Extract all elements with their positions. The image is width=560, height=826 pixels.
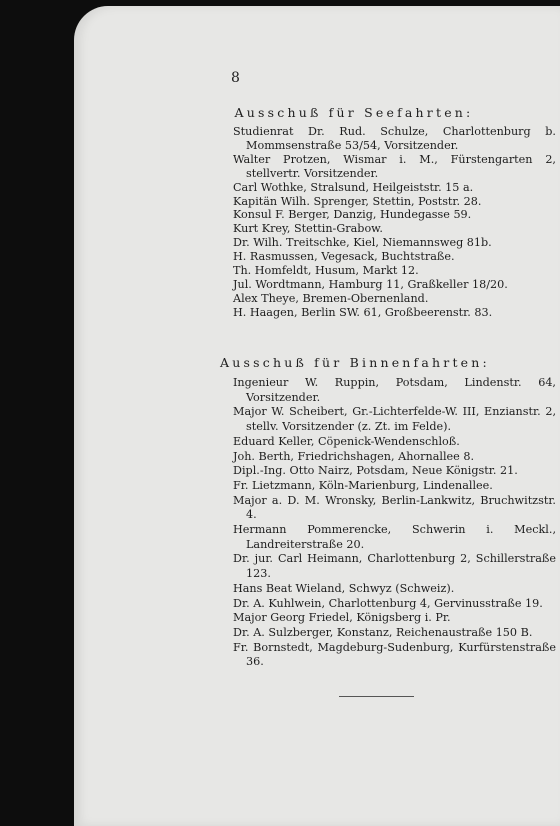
member-entry: Jul. Wordtmann, Hamburg 11, Graßkeller 18/20. — [233, 277, 508, 291]
member-entry: Alex Theye, Bremen-Obernenland. — [233, 291, 429, 305]
binnenfahrten-member-list — [233, 376, 556, 670]
seefahrten-member-list — [233, 125, 556, 320]
closing-divider — [339, 696, 414, 697]
member-entry: Eduard Keller, Cöpenick-Wendenschloß. — [233, 434, 460, 448]
member-entry: Dipl.-Ing. Otto Nairz, Potsdam, Neue Königstr. 21. — [233, 464, 518, 478]
member-entry: Walter Protzen, Wismar i. M., Fürstengarten 2, stellvertr. Vorsitzender. — [233, 152, 556, 180]
member-entry: Kapitän Wilh. Sprenger, Stettin, Poststr. 28. — [233, 194, 482, 208]
member-entry: Fr. Bornstedt, Magdeburg-Sudenburg, Kurfürstenstraße 36. — [233, 640, 556, 669]
member-entry: Hermann Pommerencke, Schwerin i. Meckl., Landreiterstraße 20. — [233, 523, 556, 551]
member-entry: Joh. Berth, Friedrichshagen, Ahornallee 8. — [233, 449, 474, 463]
member-entry: Hans Beat Wieland, Schwyz (Schweiz). — [233, 581, 455, 595]
page-content — [74, 6, 560, 826]
section-title-binnenfahrten: Ausschuß für Binnenfahrten: — [220, 355, 490, 370]
member-entry: Fr. Lietzmann, Köln-Marienburg, Lindenallee. — [233, 478, 493, 492]
member-entry: Major a. D. M. Wronsky, Berlin-Lankwitz, Bruchwitzstr. 4. — [233, 493, 556, 522]
member-entry: Carl Wothke, Stralsund, Heilgeiststr. 15 a. — [233, 180, 474, 194]
member-entry: Dr. A. Sulzberger, Konstanz, Reichenaustraße 150 B. — [233, 625, 533, 639]
member-entry: Kurt Krey, Stettin-Grabow. — [233, 222, 383, 236]
page-number: 8 — [231, 70, 240, 86]
member-entry: Ingenieur W. Ruppin, Potsdam, Lindenstr. 64, Vorsitzender. — [233, 376, 556, 404]
member-entry: Major W. Scheibert, Gr.-Lichterfelde-W. III, Enzianstr. 2, stellv. Vorsitzender (z. Zt. im Felde). — [233, 405, 556, 434]
member-entry: Dr. A. Kuhlwein, Charlottenburg 4, Gervinusstraße 19. — [233, 596, 543, 610]
section-title-seefahrten: Ausschuß für Seefahrten: — [234, 105, 474, 120]
member-entry: H. Rasmussen, Vegesack, Buchtstraße. — [233, 250, 455, 264]
member-entry: Dr. Wilh. Treitschke, Kiel, Niemannsweg 81b. — [233, 236, 492, 250]
member-entry: H. Haagen, Berlin SW. 61, Großbeerenstr. 83. — [233, 305, 493, 319]
member-entry: Konsul F. Berger, Danzig, Hundegasse 59. — [233, 208, 472, 222]
book-page — [74, 6, 560, 826]
member-entry: Th. Homfeldt, Husum, Markt 12. — [233, 264, 419, 278]
member-entry: Dr. jur. Carl Heimann, Charlottenburg 2, Schillerstraße 123. — [233, 552, 556, 581]
member-entry: Major Georg Friedel, Königsberg i. Pr. — [233, 611, 451, 625]
member-entry: Studienrat Dr. Rud. Schulze, Charlottenburg b. Mommsenstraße 53/54, Vorsitzender. — [233, 125, 556, 152]
